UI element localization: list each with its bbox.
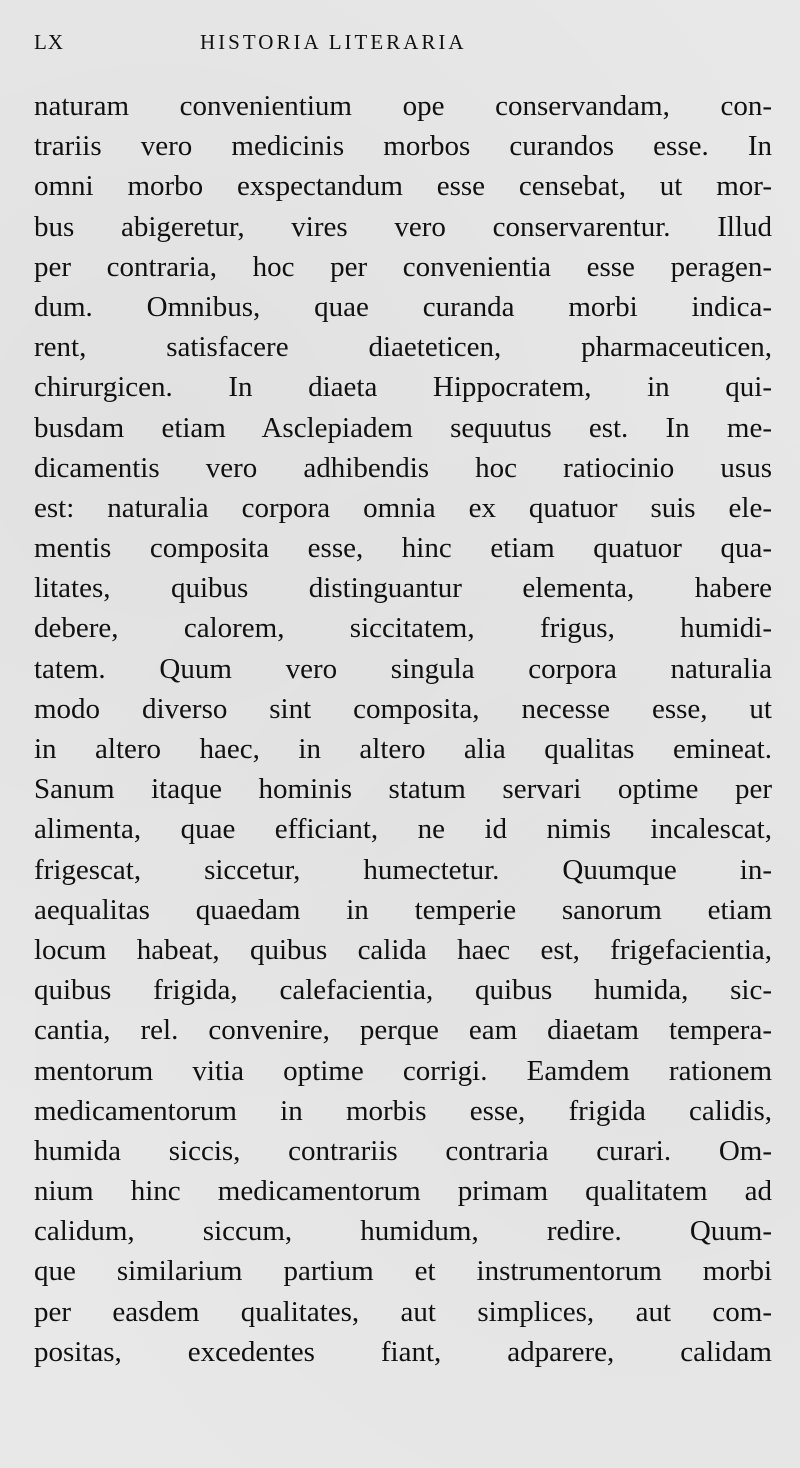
- text-line: trariis vero medicinis morbos curandos esse. In: [34, 130, 772, 163]
- text-line: cantia, rel. convenire, perque eam diaetam tempera-: [34, 1014, 772, 1047]
- text-line: busdam etiam Asclepiadem sequutus est. In me-: [34, 411, 772, 444]
- text-line: locum habeat, quibus calida haec est, frigefacientia,: [34, 933, 772, 966]
- page-number: LX: [34, 30, 64, 54]
- text-line: litates, quibus distinguantur elementa, habere: [34, 572, 772, 605]
- running-title: HISTORIA LITERARIA: [200, 30, 467, 54]
- text-line: quibus frigida, calefacientia, quibus humida, sic-: [34, 974, 772, 1007]
- text-line: positas, excedentes fiant, adparere, calidam: [34, 1335, 772, 1368]
- text-line: per easdem qualitates, aut simplices, aut com-: [34, 1295, 772, 1328]
- text-line: calidum, siccum, humidum, redire. Quum-: [34, 1215, 772, 1248]
- text-line: rent, satisfacere diaeteticen, pharmaceuticen,: [34, 331, 772, 364]
- text-line: per contraria, hoc per convenientia esse peragen-: [34, 250, 772, 283]
- text-line: mentorum vitia optime corrigi. Eamdem rationem: [34, 1054, 772, 1087]
- text-line: bus abigeretur, vires vero conservarentur. Illud: [34, 210, 772, 243]
- text-line: naturam convenientium ope conservandam, con-: [34, 90, 772, 122]
- text-line: chirurgicen. In diaeta Hippocratem, in qui-: [34, 371, 772, 404]
- text-line: que similarium partium et instrumentorum morbi: [34, 1255, 772, 1288]
- text-line: dum. Omnibus, quae curanda morbi indica-: [34, 290, 772, 323]
- text-line: nium hinc medicamentorum primam qualitatem ad: [34, 1175, 772, 1208]
- text-line: modo diverso sint composita, necesse esse, ut: [34, 692, 772, 725]
- text-line: dicamentis vero adhibendis hoc ratiocinio usus: [34, 451, 772, 484]
- text-line: Sanum itaque hominis statum servari optime per: [34, 773, 772, 806]
- text-line: alimenta, quae efficiant, ne id nimis incalescat,: [34, 813, 772, 846]
- text-line: omni morbo exspectandum esse censebat, ut mor-: [34, 170, 772, 203]
- text-line: est: naturalia corpora omnia ex quatuor suis ele-: [34, 491, 772, 524]
- page-header: [34, 30, 766, 60]
- text-line: mentis composita esse, hinc etiam quatuor qua-: [34, 532, 772, 565]
- text-line: in altero haec, in altero alia qualitas emineat.: [34, 733, 772, 765]
- text-line: debere, calorem, siccitatem, frigus, humidi-: [34, 612, 772, 645]
- text-line: frigescat, siccetur, humectetur. Quumque in-: [34, 853, 772, 886]
- text-line: aequalitas quaedam in temperie sanorum etiam: [34, 893, 772, 926]
- text-line: medicamentorum in morbis esse, frigida calidis,: [34, 1094, 772, 1127]
- text-line: tatem. Quum vero singula corpora naturalia: [34, 652, 772, 685]
- text-line: humida siccis, contrariis contraria curari. Om-: [34, 1134, 772, 1167]
- body-text: [34, 86, 772, 1372]
